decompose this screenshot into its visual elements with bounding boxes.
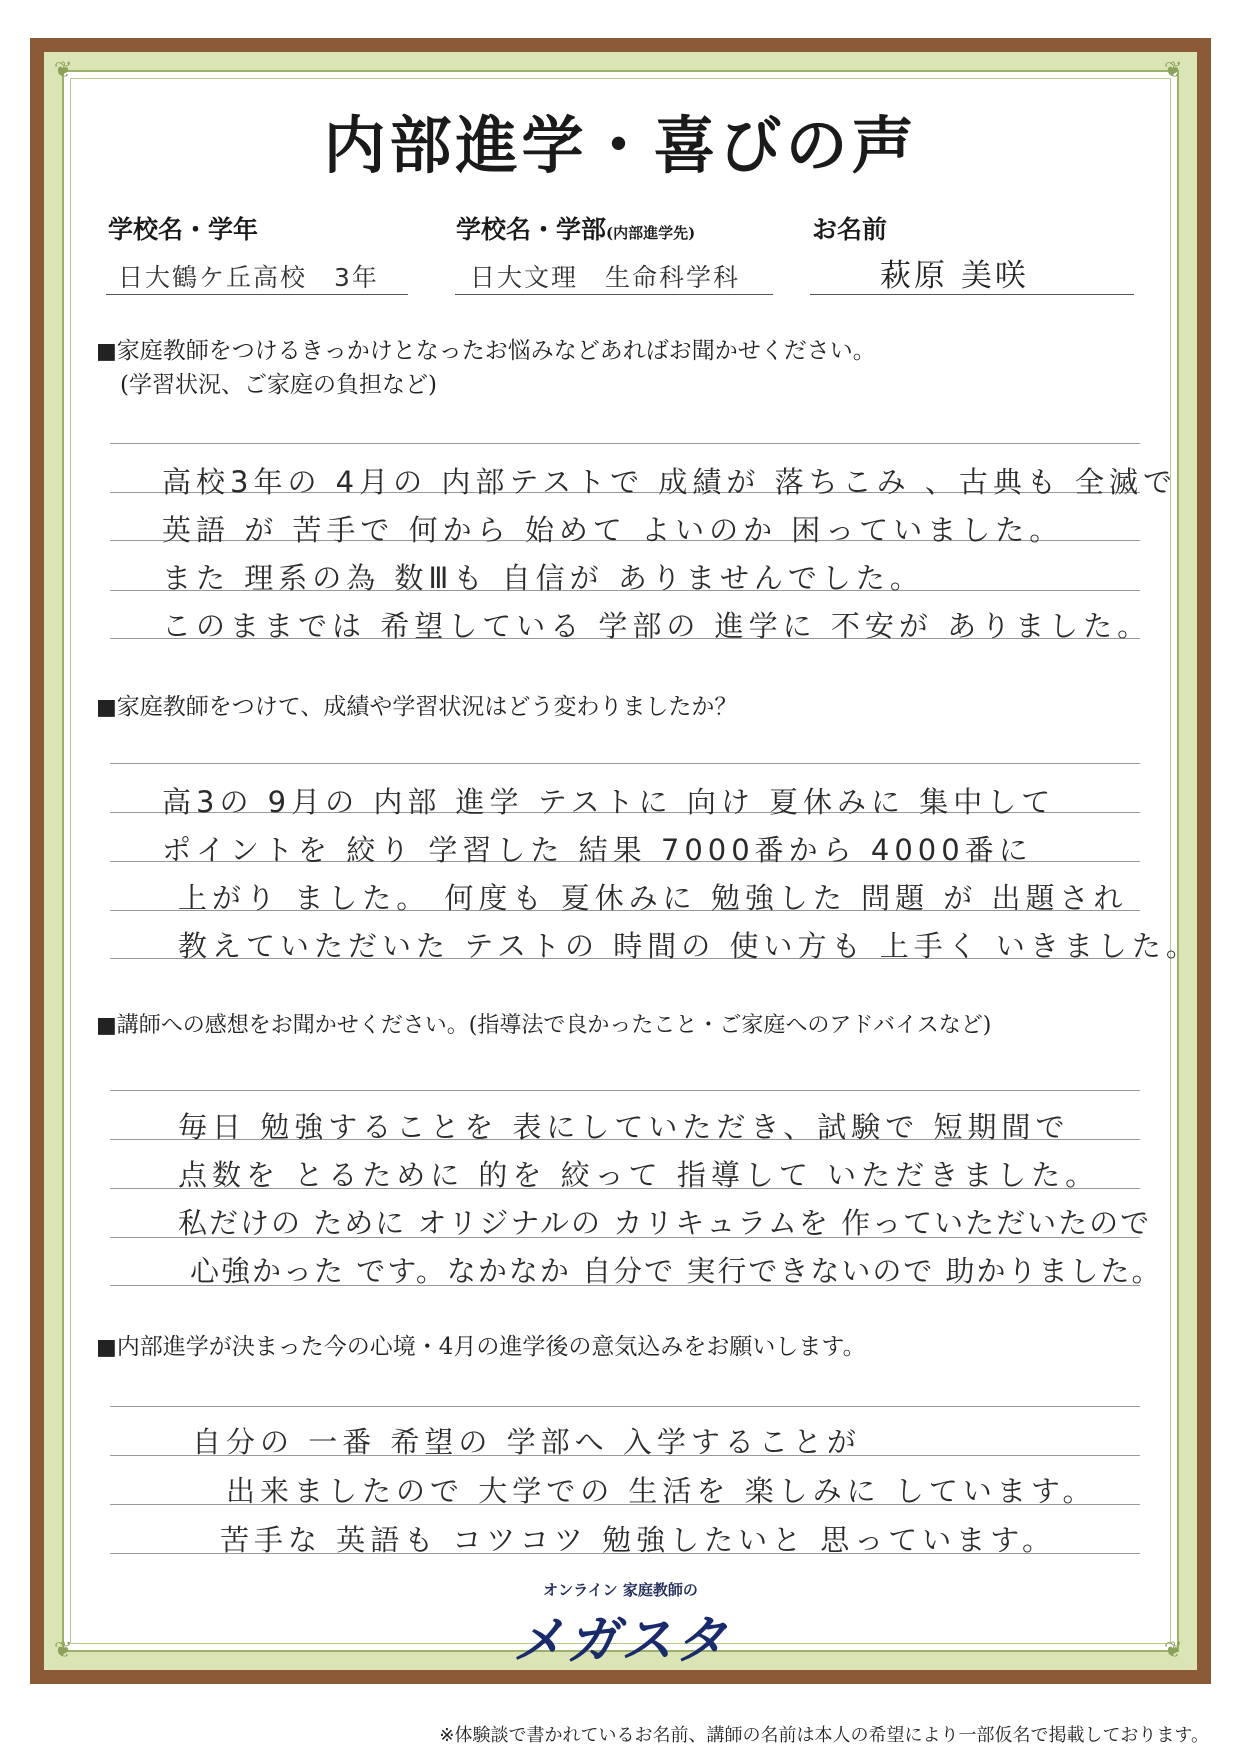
name-underline (810, 294, 1134, 295)
answer-3-line-4: 心強かった です。なかなか 自分で 実行できないので 助かりました。 (190, 1254, 1163, 1288)
dest-value: 日大文理 生命科学科 (470, 263, 741, 292)
answer-rule (110, 1090, 1140, 1091)
corner-ornament-icon: ❦ (1164, 1638, 1183, 1663)
footnote: ※体験談で書かれているお名前、講師の名前は本人の希望により一部仮名で掲載しております。 (439, 1725, 1209, 1746)
dest-label-text: 学校名・学部 (456, 215, 607, 244)
answer-3-line-1: 毎日 勉強することを 表にしていただき、試験で 短期間で (178, 1110, 1070, 1144)
answer-4-line-3: 苦手な 英語も コツコツ 勉強したいと 思っています。 (220, 1523, 1056, 1557)
answer-2-line-2: ポイントを 絞り 学習した 結果 7000番から 4000番に (162, 833, 1033, 867)
question-1-sub: (学習状況、ご家庭の負担など) (120, 372, 437, 398)
answer-1-line-1: 高校3年の 4月の 内部テストで 成績が 落ちこみ 、古典も 全滅で (162, 465, 1178, 499)
name-label: お名前 (812, 215, 888, 244)
answer-1-line-2: 英語 が 苦手で 何から 始めて よいのか 困っていました。 (162, 513, 1064, 547)
answer-4-line-2: 出来ましたので 大学での 生活を 楽しみに しています。 (226, 1474, 1097, 1508)
question-2-text: 家庭教師をつけて、成績や学習状況はどう変わりましたか？ (116, 694, 738, 720)
name-value: 萩原 美咲 (880, 258, 1029, 294)
corner-ornament-icon: ❦ (54, 58, 73, 83)
answer-4-line-1: 自分の 一番 希望の 学部へ 入学することが (192, 1425, 861, 1459)
school-grade-value: 日大鶴ケ丘高校 3年 (118, 263, 379, 292)
answer-2-line-1: 高3の 9月の 内部 進学 テストに 向け 夏休みに 集中して (162, 785, 1056, 819)
question-4-text: 内部進学が決まった今の心境・4月の進学後の意気込みをお願いします。 (116, 1334, 866, 1360)
question-2: ■家庭教師をつけて、成績や学習状況はどう変わりましたか？ (96, 694, 738, 720)
dest-underline (455, 294, 773, 295)
answer-2-line-3: 上がり ました。 何度も 夏休みに 勉強した 問題 が 出題され (178, 881, 1128, 915)
answer-2-line-4: 教えていただいた テストの 時間の 使い方も 上手く いきました。 (178, 929, 1200, 963)
dest-label-note: (内部進学先) (606, 224, 696, 242)
question-1: ■家庭教師をつけるきっかけとなったお悩みなどあればお聞かせください。 (96, 338, 876, 364)
answer-1-line-3: また 理系の為 数Ⅲも 自信が ありませんでした。 (162, 561, 924, 595)
answer-rule (110, 443, 1140, 444)
question-1-text: 家庭教師をつけるきっかけとなったお悩みなどあればお聞かせください。 (116, 338, 876, 364)
corner-ornament-icon: ❦ (54, 1638, 73, 1663)
logo-tagline: オンライン 家庭教師の (543, 1581, 698, 1599)
question-3: ■講師への感想をお聞かせください。(指導法で良かったこと・ご家庭へのアドバイスなど) (96, 1013, 992, 1038)
logo: メガスタ (512, 1611, 729, 1671)
answer-1-line-4: このままでは 希望している 学部の 進学に 不安が ありました。 (162, 609, 1152, 643)
answer-3-line-2: 点数を とるために 的を 絞って 指導して いただきました。 (178, 1158, 1100, 1192)
answer-3-line-3: 私だけの ために オリジナルの カリキュラムを 作っていただいたので (178, 1206, 1152, 1240)
answer-rule (110, 763, 1140, 764)
corner-ornament-icon: ❦ (1164, 58, 1183, 83)
answer-rule (110, 1406, 1140, 1407)
dest-label (456, 210, 695, 246)
school-grade-underline (106, 294, 408, 295)
page-title: 内部進学・喜びの声 (323, 109, 918, 182)
question-4: ■内部進学が決まった今の心境・4月の進学後の意気込みをお願いします。 (96, 1334, 866, 1360)
question-3-text: 講師への感想をお聞かせください。(指導法で良かったこと・ご家庭へのアドバイスなど) (116, 1013, 992, 1038)
school-grade-label: 学校名・学年 (108, 215, 259, 244)
